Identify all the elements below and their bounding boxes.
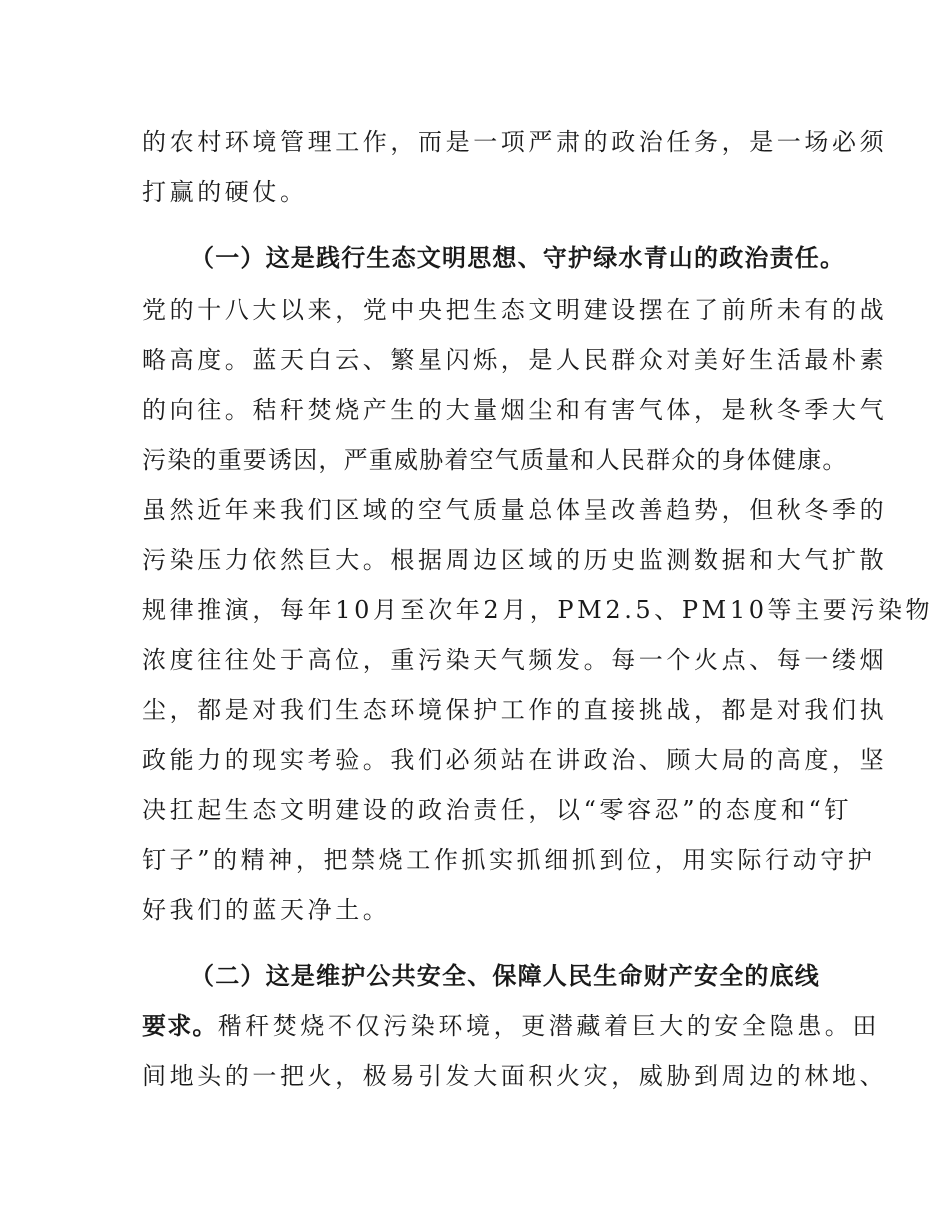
paragraph-line: 浓度往往处于高位，重污染天气频发。每一个火点、每一缕烟 xyxy=(142,646,888,674)
paragraph-line: 打赢的硬仗。 xyxy=(142,178,308,206)
paragraph-line: 政能力的现实考验。我们必须站在讲政治、顾大局的高度，坚 xyxy=(142,746,888,774)
paragraph-line: 的向往。秸秆焚烧产生的大量烟尘和有害气体，是秋冬季大气 xyxy=(142,396,888,424)
paragraph-line-with-heading xyxy=(142,1010,880,1042)
paragraph-line: 党的十八大以来，党中央把生态文明建设摆在了前所未有的战 xyxy=(142,296,888,324)
paragraph-line: 的农村环境管理工作，而是一项严肃的政治任务，是一场必须 xyxy=(142,128,888,156)
paragraph-line: 污染压力依然巨大。根据周边区域的历史监测数据和大气扩散 xyxy=(142,546,888,574)
paragraph-line: 虽然近年来我们区域的空气质量总体呈改善趋势，但秋冬季的 xyxy=(142,496,888,524)
paragraph-line: 尘，都是对我们生态环境保护工作的直接挑战，都是对我们执 xyxy=(142,696,888,724)
paragraph-text: 稭秆焚烧不仅污染环境，更潜藏着巨大的安全隐患。田 xyxy=(217,1012,881,1040)
section-heading-1: （一）这是践行生态文明思想、守护绿水青山的政治责任。 xyxy=(190,244,846,272)
paragraph-line: 间地头的一把火，极易引发大面积火灾，威胁到周边的林地、 xyxy=(142,1062,888,1090)
paragraph-line: 规律推演，每年10月至次年2月，PM2.5、PM10等主要污染物 xyxy=(142,596,934,624)
paragraph-line: 略高度。蓝天白云、繁星闪烁，是人民群众对美好生活最朴素 xyxy=(142,346,888,374)
paragraph-line: 钉子”的精神，把禁烧工作抓实抓细抓到位，用实际行动守护 xyxy=(142,846,876,874)
paragraph-line: 好我们的蓝天净土。 xyxy=(142,896,391,924)
paragraph-line: 污染的重要诱因，严重威胁着空气质量和人民群众的身体健康。 xyxy=(142,446,848,474)
section-heading-2-continuation: 要求。 xyxy=(142,1012,218,1040)
paragraph-line: 决扛起生态文明建设的政治责任，以“零容忍”的态度和“钉 xyxy=(142,796,853,824)
section-heading-2: （二）这是维护公共安全、保障人民生命财产安全的底线 xyxy=(190,962,820,990)
